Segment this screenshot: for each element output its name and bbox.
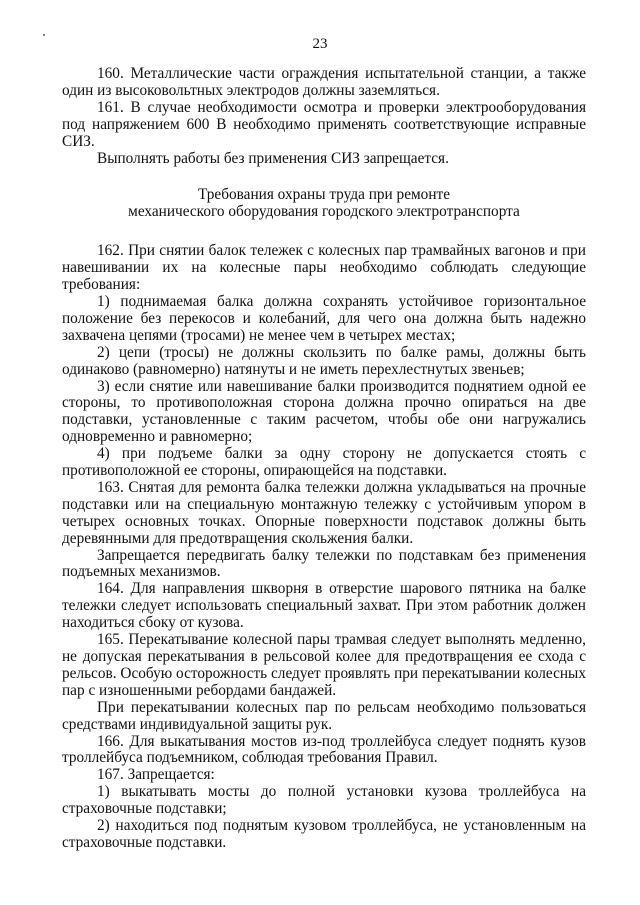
paragraph-162-item-4: 4) при подъеме балки за одну сторону не допускается стоять с противоположной ее стороны, опирающейся на подставки. [62,445,586,480]
paragraph-163-note: Запрещается передвигать балку тележки по подставкам без применения подъемных механизмов. [62,546,586,581]
paragraph-162: 162. При снятии балок тележек с колесных пар трамвайных вагонов и при навешивании их на колесные пары необходимо соблюдать следующие требования: [62,242,586,294]
page-content [62,66,586,852]
paragraph-161: 161. В случае необходимости осмотра и проверки электрооборудования под напряжением 600 В необходимо применять соответствующие исправные СИЗ. [62,98,586,150]
paragraph-165-note: При перекатывании колесных пар по рельсам необходимо пользоваться средствами индивидуальной защиты рук. [62,698,586,733]
paragraph-167-item-1: 1) выкатывать мосты до полной установки кузова троллейбуса на страховочные подставки; [62,783,586,818]
paragraph-166: 166. Для выкатывания мостов из-под троллейбуса следует поднять кузов троллейбуса подъемником, соблюдая требования Правил. [62,732,586,767]
paragraph-167: 167. Запрещается: [97,766,215,784]
section-heading-line-2: механического оборудования городского электротранспорта [128,203,520,221]
paragraph-162-item-3: 3) если снятие или навешивание балки производится поднятием одной ее стороны, то противоположная сторона должна прочно опираться на две подставки, установленные с таким расчетом, чтобы обе они нагружались одновременно и равномерно; [62,377,586,446]
paragraph-162-item-1: 1) поднимаемая балка должна сохранять устойчивое горизонтальное положение без перекосов и колебаний, для чего она должна быть надежно захвачена цепями (тросами) не менее чем в четырех местах; [62,292,586,344]
paragraph-162-item-2: 2) цепи (тросы) не должны скользить по балке рамы, должны быть одинаково (равномерно) натянуты и не иметь перехлестнутых звеньев; [62,343,586,378]
page-number: 23 [312,36,328,52]
paragraph-164: 164. Для направления шкворня в отверстие шарового пятника на балке тележки следует использовать специальный захват. При этом работник должен находиться сбоку от кузова. [62,580,586,632]
paragraph-163: 163. Снятая для ремонта балка тележки должна укладываться на прочные подставки или на специальную монтажную тележку с устойчивым упором в четырех основных точках. Опорные поверхности подставок должны быть деревянными для предотвращения скольжения балки. [62,478,586,547]
section-heading [62,187,586,221]
paragraph-165: 165. Перекатывание колесной пары трамвая следует выполнять медленно, не допуская перекатывания в рельсовой колее для предотвращения ее схода с рельсов. Особую осторожность следует проявлять при перекатывании колесных пар с изношенными ребордами бандажей. [62,631,586,699]
paragraph-160: 160. Металлические части ограждения испытательной станции, а также один из высоковольтных электродов должны заземляться. [62,65,586,99]
paragraph-161-note: Выполнять работы без применения СИЗ запрещается. [97,149,449,167]
section-heading-line-1: Требования охраны труда при ремонте [198,186,450,204]
paragraph-167-item-2: 2) находиться под поднятым кузовом троллейбуса, не установленным на страховочные подставки. [62,817,586,851]
